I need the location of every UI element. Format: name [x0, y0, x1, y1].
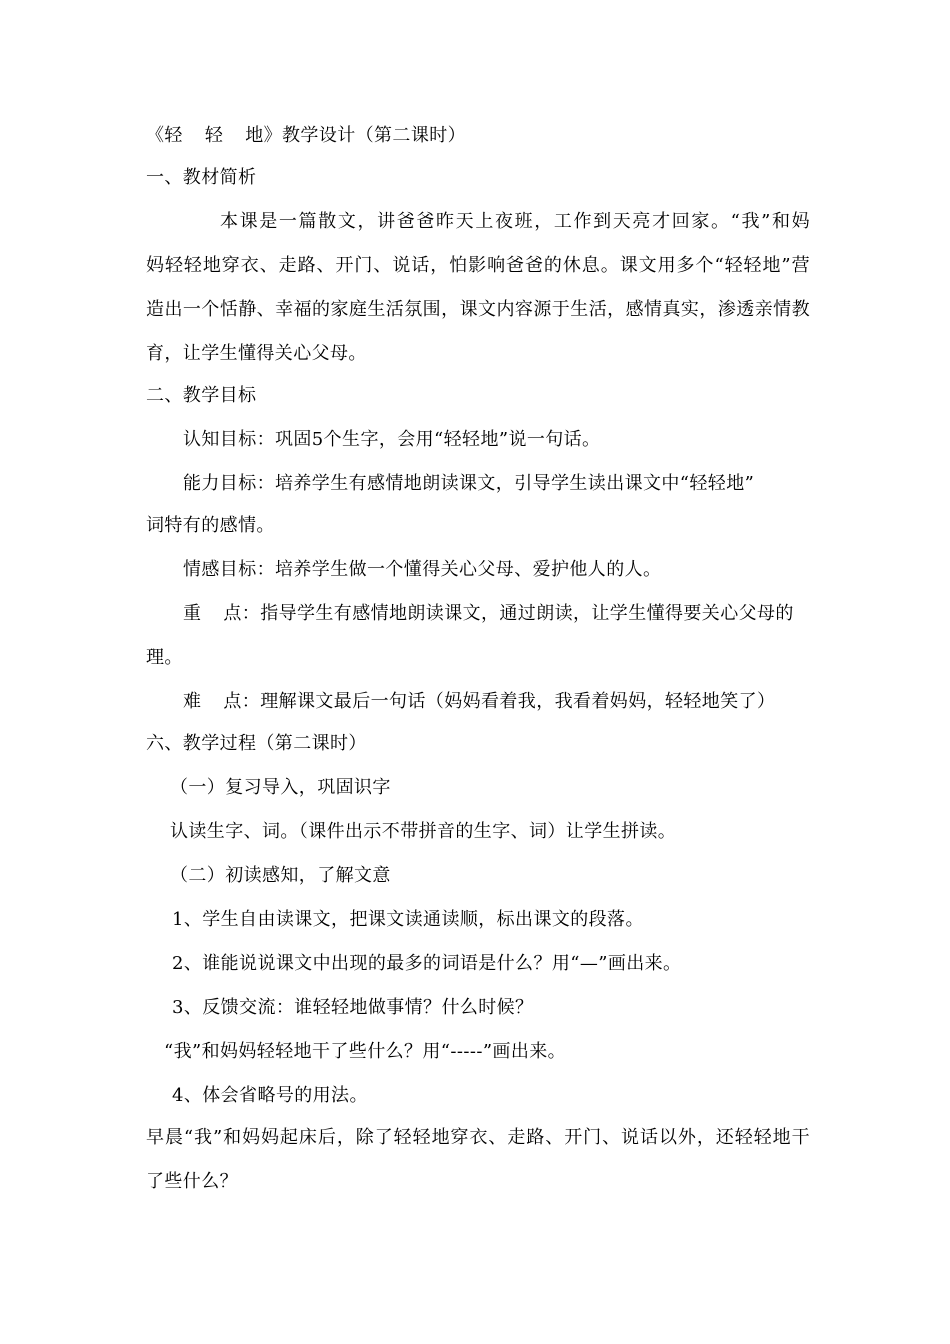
key-point-label-b: 点：指导学生有感情地朗读课文，通过朗读，让学生懂得要关心父母的 [223, 603, 794, 624]
key-point-line-1 [183, 602, 794, 626]
difficulty-point [183, 690, 775, 714]
title-part-2: 轻 [204, 125, 224, 146]
key-point-label-a: 重 [183, 603, 202, 624]
section-1-paragraph-line-2: 妈轻轻地穿衣、走路、开门、说话，怕影响爸爸的休息。课文用多个“轻轻地”营 [146, 255, 810, 276]
section-1-heading: 一、教材简析 [146, 167, 257, 188]
step-2-item-4: 4、体会省略号的用法。 [172, 1085, 368, 1106]
key-point-line-2: 理。 [146, 647, 183, 668]
step-2-heading: （二）初读感知，了解文意 [170, 865, 391, 886]
section-2-heading: 二、教学目标 [146, 385, 257, 406]
closing-line-2: 了些什么？ [146, 1171, 238, 1192]
section-1-paragraph-line-4: 育，让学生懂得关心父母。 [146, 343, 367, 364]
document-title [146, 124, 466, 148]
difficulty-label-b: 点：理解课文最后一句话（妈妈看着我，我看着妈妈，轻轻地笑了） [223, 691, 776, 712]
goal-cognitive: 认知目标：巩固5个生字，会用“轻轻地”说一句话。 [183, 429, 601, 450]
goal-emotion: 情感目标：培养学生做一个懂得关心父母、爱护他人的人。 [183, 559, 662, 580]
section-1-paragraph-line-3: 造出一个恬静、幸福的家庭生活氛围，课文内容源于生活，感情真实，渗透亲情教 [146, 299, 810, 320]
difficulty-label-a: 难 [183, 691, 202, 712]
section-6-heading: 六、教学过程（第二课时） [146, 733, 367, 754]
title-part-1: 《轻 [146, 125, 183, 146]
title-part-3: 地》教学设计（第二课时） [245, 125, 467, 146]
step-2-item-3: 3、反馈交流：谁轻轻地做事情？什么时候？ [172, 997, 534, 1018]
step-1-text: 认读生字、词。（课件出示不带拼音的生字、词）让学生拼读。 [170, 821, 677, 842]
step-1-heading: （一）复习导入，巩固识字 [170, 777, 391, 798]
step-2-item-2: 2、谁能说说课文中出现的最多的词语是什么？用“—”画出来。 [172, 953, 682, 974]
step-2-item-1: 1、学生自由读课文，把课文读通读顺，标出课文的段落。 [172, 909, 644, 930]
section-1-paragraph-line-1: 本课是一篇散文，讲爸爸昨天上夜班，工作到天亮才回家。“我”和妈 [220, 211, 810, 232]
step-2-item-3-sub: “我”和妈妈轻轻地干了些什么？用“-----”画出来。 [164, 1041, 567, 1062]
goal-ability-line-2: 词特有的感情。 [146, 515, 275, 536]
closing-line-1: 早晨“我”和妈妈起床后，除了轻轻地穿衣、走路、开门、说话以外，还轻轻地干 [146, 1127, 810, 1148]
goal-ability-line-1: 能力目标：培养学生有感情地朗读课文，引导学生读出课文中“轻轻地” [183, 473, 755, 494]
